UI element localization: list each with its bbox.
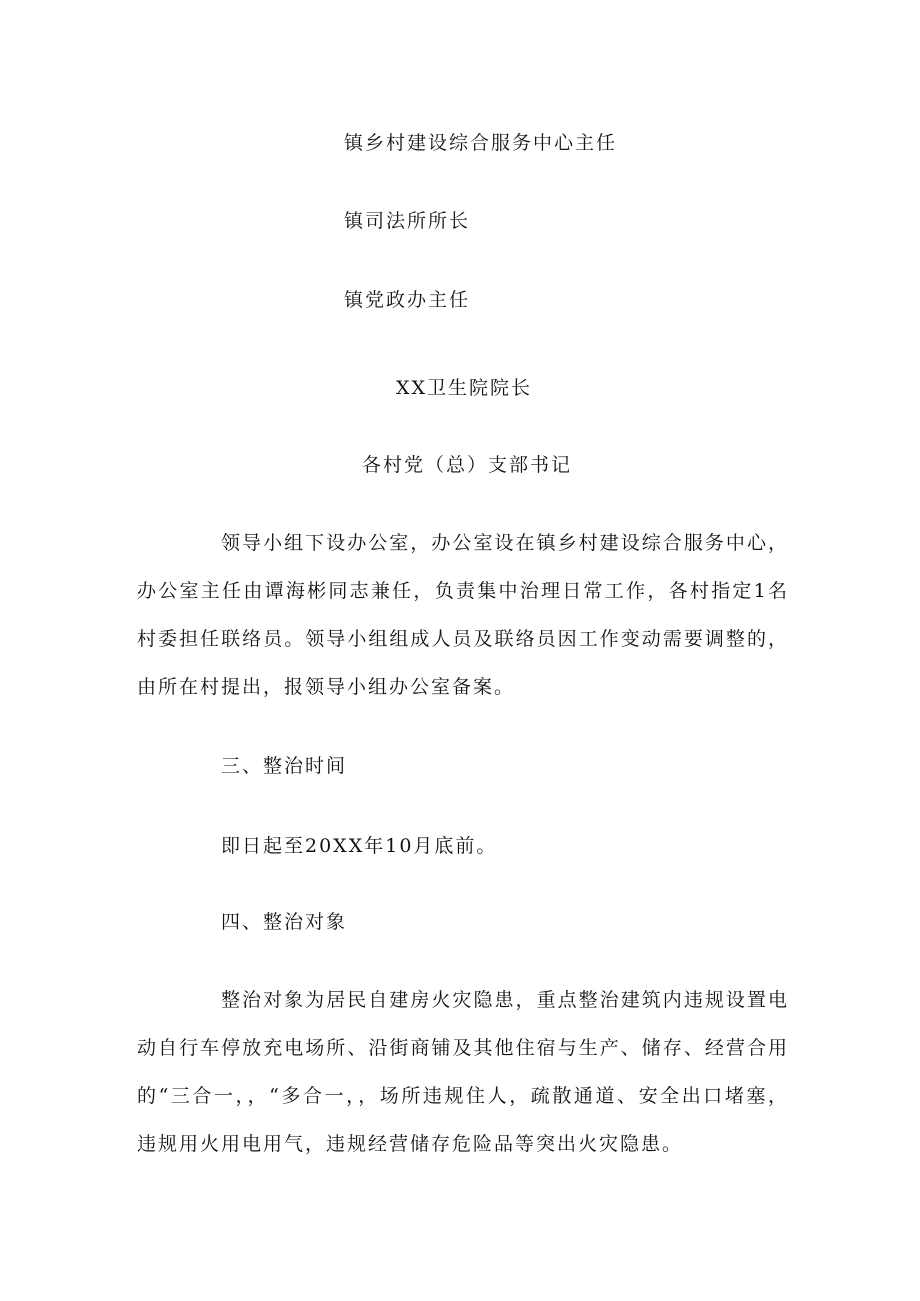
section-heading-targets: 四、整治对象 (221, 911, 348, 933)
member-line: 镇党政办主任 (344, 289, 471, 311)
office-paragraph: 领导小组下设办公室，办公室设在镇乡村建设综合服务中心，办公室主任由谭海彬同志兼任，负责集中治理日常工作，各村指定1名村委担任联络员。领导小组组成人员及联络员因工作变动需要调整的，由所在村提出，报领导小组办公室备案。 (137, 532, 789, 698)
time-paragraph: 即日起至20XX年10月底前。 (221, 835, 498, 857)
member-line: 镇乡村建设综合服务中心主任 (344, 132, 618, 154)
member-line: 各村党（总）支部书记 (362, 454, 573, 476)
member-line: XX卫生院院长 (396, 377, 533, 399)
targets-paragraph: 整治对象为居民自建房火灾隐患，重点整治建筑内违规设置电动自行车停放充电场所、沿街商铺及其他住宿与生产、储存、经营合用的“三合一，，“多合一，，场所违规住人，疏散通道、安全出口堵塞，违规用火用电用气，违规经营储存危险品等突出火灾隐患。 (137, 989, 789, 1155)
section-heading-time: 三、整治时间 (221, 755, 348, 777)
member-line: 镇司法所所长 (344, 210, 471, 232)
